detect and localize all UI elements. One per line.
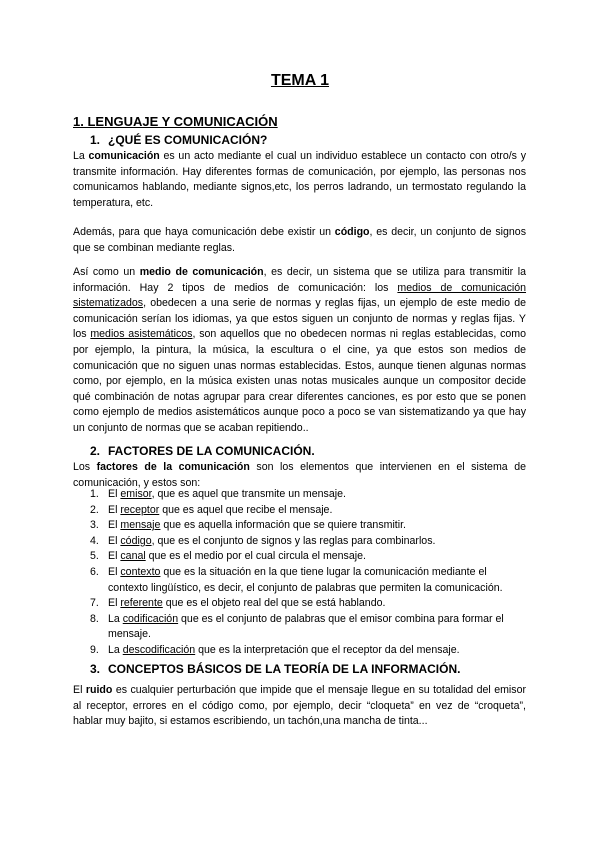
term-medios-asistematicos: medios asistemáticos bbox=[90, 328, 193, 341]
section-heading-lenguaje: 1. LENGUAJE Y COMUNICACIÓN bbox=[73, 114, 278, 129]
subsection-heading-que-es bbox=[90, 133, 267, 147]
subsection-title: FACTORES DE LA COMUNICACIÓN. bbox=[108, 444, 315, 458]
list-item: 1. El emisor, que es aquel que transmite un mensaje. bbox=[90, 488, 346, 500]
term-medios-sistematizados: medios de comunicación sistematizados bbox=[73, 281, 527, 310]
paragraph-ruido: El ruido es cualquier perturbación que impide que el mensaje llegue en su totalidad del emisor al receptor, errores en el código como, por ejemplo, decir “cloqueta” en vez de “croqueta”, hablar muy bajito, si estamos escribiendo, un tachón,una mancha de tinta... bbox=[73, 684, 526, 728]
paragraph-comunicacion: La comunicación es un acto mediante el cual un individuo establece un contacto con otro/s y transmite información. Hay diferentes formas de comunicación, por ejemplo, las personas nos comunicamos hablando, mediante signos,etc, los perros ladrando, un termostato regulando la temperatura, etc. bbox=[73, 150, 526, 209]
subsection-number: 1. bbox=[90, 133, 101, 147]
paragraph-codigo: Además, para que haya comunicación debe existir un código, es decir, un conjunto de signos que se combinan mediante reglas. bbox=[73, 226, 526, 254]
term-ruido: ruido bbox=[85, 684, 113, 696]
list-item: 9. La descodificación que es la interpretación que el receptor da del mensaje. bbox=[90, 643, 460, 656]
paragraph-medio-comunicacion: Así como un medio de comunicación, es decir, un sistema que se utiliza para transmitir la información. Hay 2 tipos de medios de comunicación: los medios de comunicación sistematizados, obedecen a una serie de normas y reglas fijas, un ejemplo de este medio de comunicación serían los idiomas, ya que estos siguen un conjunto de normas y reglas fijas. Y los medios asistemáticos, son aquellos que no obedecen normas ni reglas establecidas, como por ejemplo, la pintura, la música, la escultura o el cine, ya que estos son medios de comunicación que no siguen unas normas establecidas. Estos, aunque tienen algunas normas como, por ejemplo, en la música existen unas notas musicales aunque un compositor decide qué combinación de notas agrupar para crear diferentes canciones, es por esto que se ponen como ejemplo de medios asistemáticos aunque poco a poco se van sistematizando ya que hay un conjunto de normas que se acaban repitiendo.. bbox=[73, 266, 527, 434]
factores-list bbox=[73, 487, 526, 659]
list-item: 3. El mensaje que es aquella información que se quiere transmitir. bbox=[90, 519, 406, 532]
term-factores: factores de la comunicación bbox=[96, 461, 250, 473]
list-item: 7. El referente que es el objeto real del que se está hablando. bbox=[90, 597, 386, 610]
list-item: 8. La codificación que es el conjunto de palabras que el emisor combina para formar el mensaje. bbox=[90, 612, 504, 641]
subsection-number: 2. bbox=[90, 444, 101, 458]
list-item: 5. El canal que es el medio por el cual circula el mensaje. bbox=[90, 550, 366, 563]
subsection-heading-factores bbox=[90, 444, 315, 458]
term-medio-comunicacion: medio de comunicación bbox=[139, 266, 264, 278]
page-title: TEMA 1 bbox=[270, 72, 330, 89]
list-item: 6. El contexto que es la situación en la que tiene lugar la comunicación mediante el contexto lingüístico, es decir, el conjunto de palabras que permiten la comunicación. bbox=[90, 565, 503, 594]
term-comunicacion: comunicación bbox=[88, 150, 160, 162]
subsection-number: 3. bbox=[90, 662, 101, 676]
subsection-title: CONCEPTOS BÁSICOS DE LA TEORÍA DE LA INFORMACIÓN. bbox=[108, 662, 461, 676]
subsection-title: ¿QUÉ ES COMUNICACIÓN? bbox=[108, 133, 268, 147]
list-item: 4. El código, que es el conjunto de signos y las reglas para combinarlos. bbox=[90, 534, 436, 547]
term-codigo: código bbox=[334, 226, 370, 238]
paragraph-factores-intro: Los factores de la comunicación son los elementos que intervienen en el sistema de comunicación, y estos son: bbox=[73, 461, 526, 489]
list-item: 2. El receptor que es aquel que recibe el mensaje. bbox=[90, 503, 333, 516]
subsection-heading-conceptos bbox=[90, 662, 460, 676]
